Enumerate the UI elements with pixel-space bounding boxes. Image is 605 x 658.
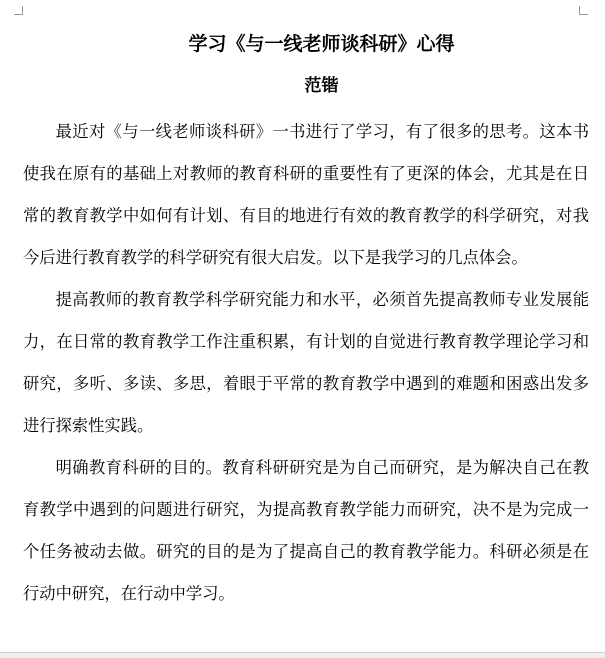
document-author: 范锴: [304, 76, 339, 96]
page-corner-mark-left: [14, 6, 23, 15]
document-title: 学习《与一线老师谈科研》心得: [188, 33, 455, 55]
document-body: [23, 111, 589, 615]
paragraph-1: 最近对《与一线老师谈科研》一书进行了学习，有了很多的思考。这本书使我在原有的基础上对教师的教育科研的重要性有了更深的体会，尤其是在日常的教育教学中如何有计划、有目的地进行有效的教育教学的科学研究，对我今后进行教育教学的科学研究有很大启发。以下是我学习的几点体会。: [23, 122, 589, 267]
paragraph-2: 提高教师的教育教学科学研究能力和水平，必须首先提高教师专业发展能力，在日常的教育教学工作注重积累，有计划的自觉进行教育教学理论学习和研究，多听、多读、多思，着眼于平常的教育教学中遇到的难题和困惑出发多进行探索性实践。: [23, 290, 589, 435]
page-corner-mark-right: [579, 6, 588, 15]
paragraph-3: 明确教育科研的目的。教育科研研究是为自己而研究，是为解决自己在教育教学中遇到的问题进行研究，为提高教育教学能力而研究，决不是为完成一个任务被动去做。研究的目的是为了提高自己的教育教学能力。科研必须是在行动中研究，在行动中学习。: [23, 458, 589, 603]
page-bottom-edge: [0, 652, 605, 658]
